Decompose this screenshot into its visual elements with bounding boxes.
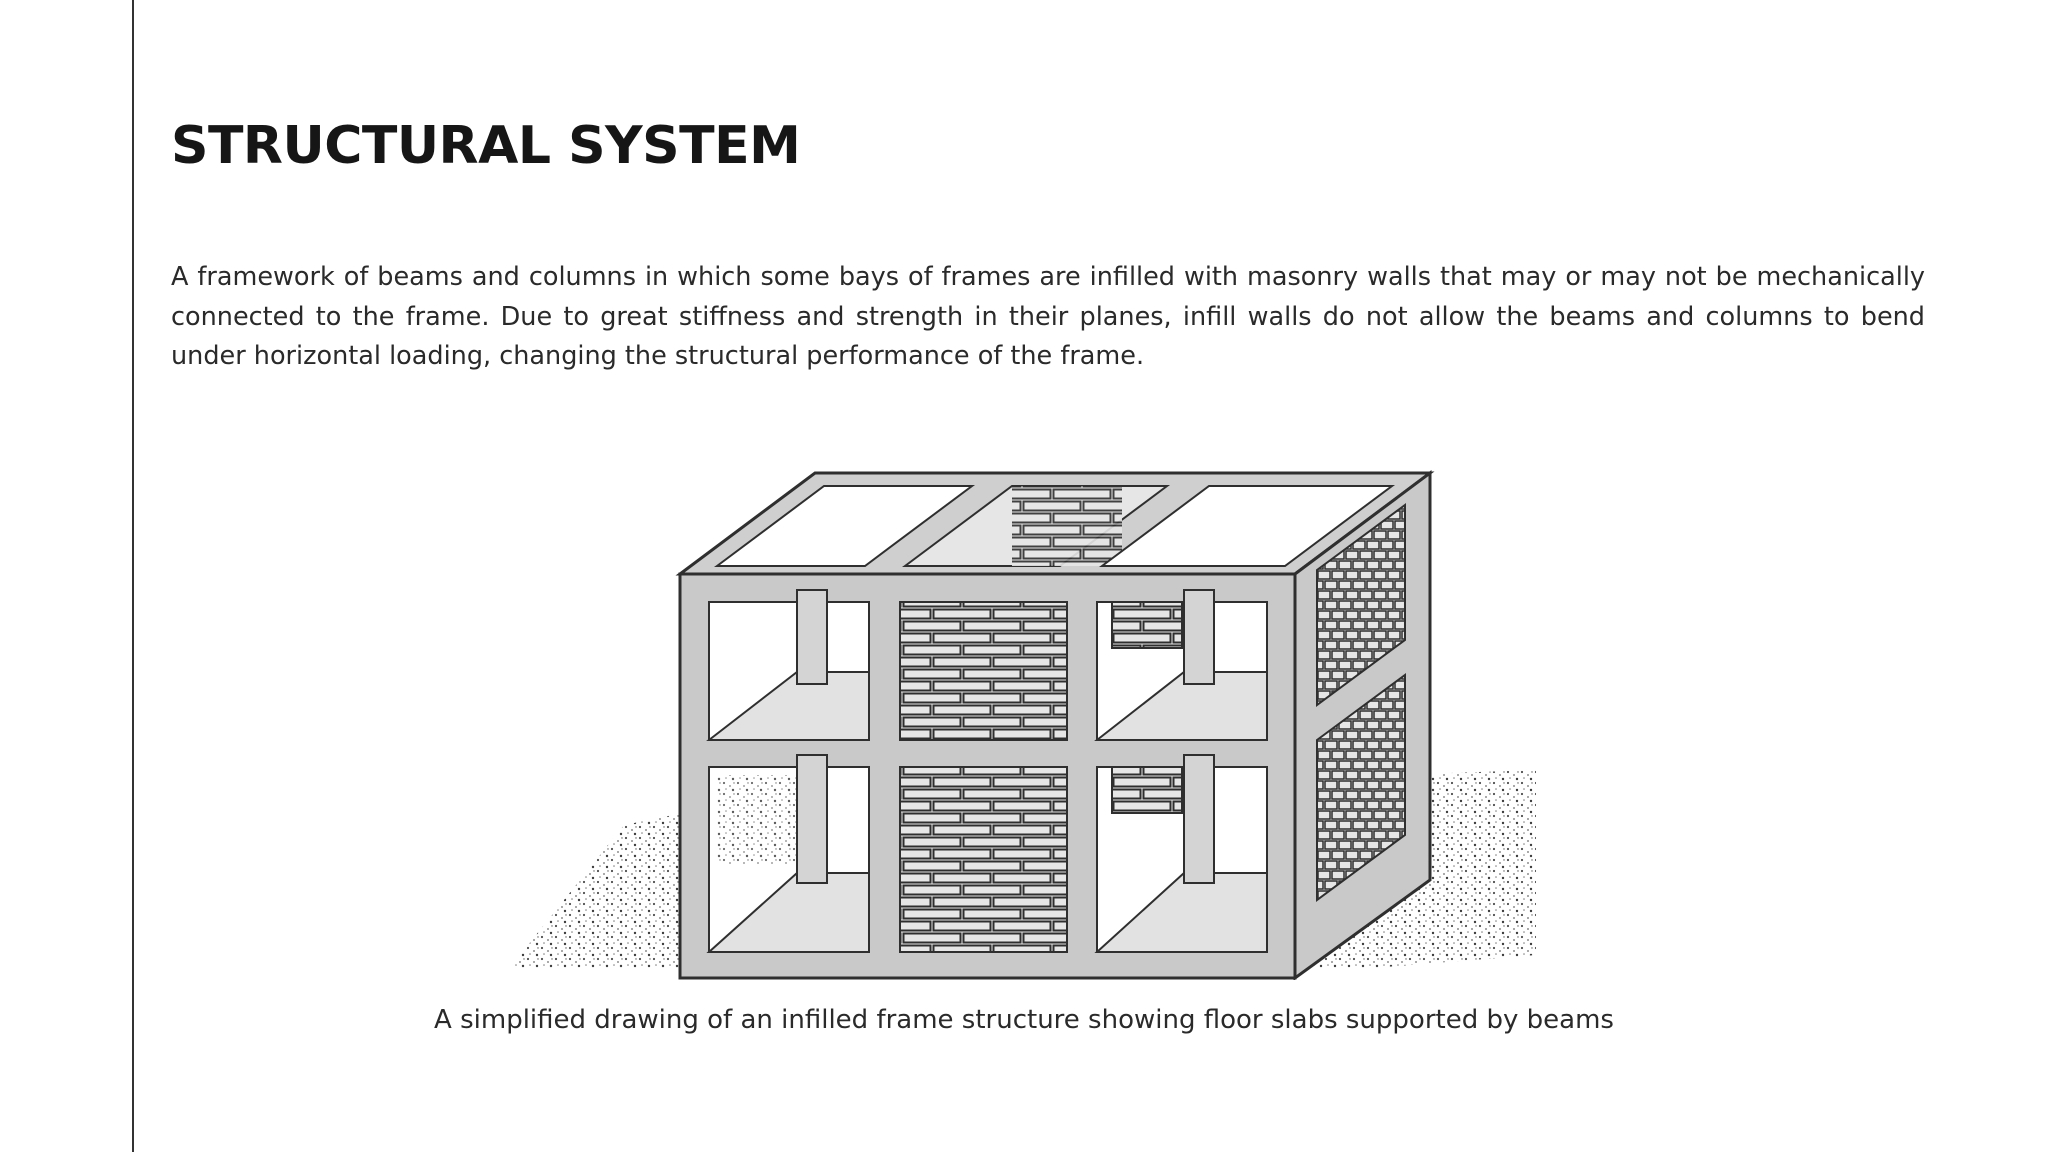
body-paragraph: A framework of beams and columns in which some bays of frames are infilled with masonry walls that may or may not be mechanically connected to the frame. Due to great stiffness and strength in their planes, infill walls do not allow the beams and columns to bend under horizontal loading, changing the structural performance of the frame. [171, 262, 1925, 371]
infilled-frame-structure-drawing-icon [512, 440, 1536, 980]
page-title: STRUCTURAL SYSTEM [171, 116, 801, 176]
figure-caption: A simplified drawing of an infilled frame structure showing floor slabs supported by beams [434, 1005, 1614, 1035]
left-vertical-rule [132, 0, 134, 1152]
infilled-frame-figure [512, 440, 1536, 980]
